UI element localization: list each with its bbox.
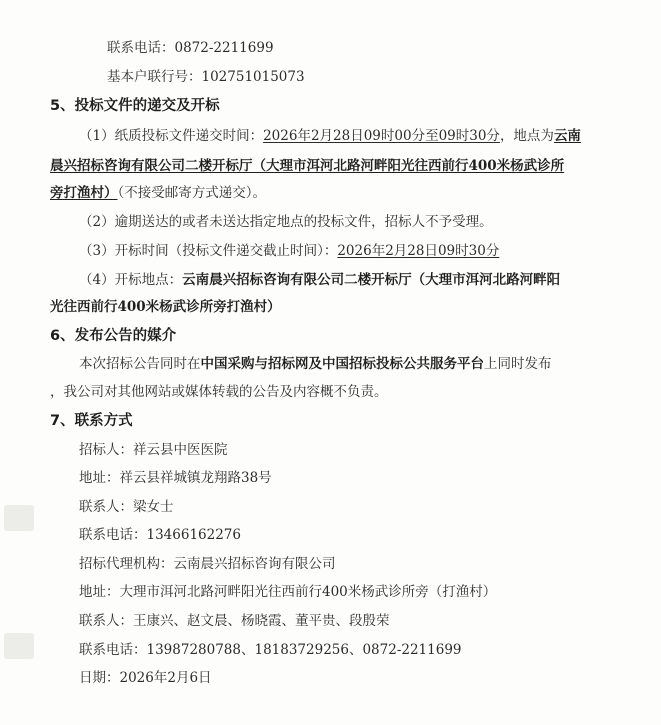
tenderer-contact: 联系人：梁女士 <box>79 499 174 515</box>
scan-shadow <box>4 633 34 659</box>
item-1-suffix: （不接受邮寄方式递交）。 <box>117 185 266 201</box>
item-1-time: 2026年2月28日09时00分至09时30分 <box>263 128 500 144</box>
scan-shadow <box>4 505 34 531</box>
tenderer-address: 地址：祥云县祥城镇龙翔路38号 <box>79 470 272 486</box>
item-3-prefix: （3）开标时间（投标文件递交截止时间）： <box>79 243 338 259</box>
item-1-place: 云南 <box>553 128 581 144</box>
section-6-heading: 6、发布公告的媒介 <box>50 328 177 344</box>
agency-address: 地址：大理市洱河北路河畔阳光往西前行400米杨武诊所旁（打渔村） <box>79 584 497 600</box>
section-5-item-2: （2）逾期送达的或者未送达指定地点的投标文件，招标人不予受理。 <box>79 214 493 230</box>
item-1-prefix: （1）纸质投标文件递交时间： <box>79 128 264 144</box>
section-5-heading: 5、投标文件的递交及开标 <box>50 98 220 114</box>
item-1-mid: ，地点为 <box>499 128 554 144</box>
agency-phones: 联系电话：13987280788、18183729256、0872-2211699 <box>79 642 462 658</box>
top-contact-phone: 联系电话：0872-2211699 <box>107 40 274 56</box>
section-5-item-1-cont <box>50 156 564 176</box>
section-5-item-1-end <box>50 183 266 203</box>
section-5-item-1 <box>79 126 581 146</box>
section-6-line-1 <box>79 354 552 374</box>
media-platforms: 中国采购与招标网及中国招标投标公共服务平台 <box>200 356 484 372</box>
item-4-place-cont: 光往西前行400米杨武诊所旁打渔村） <box>50 299 281 315</box>
section-5-item-4 <box>79 270 560 290</box>
section-5-item-4-cont <box>50 297 281 317</box>
top-bank-code: 基本户联行号：102751015073 <box>107 69 305 85</box>
item-3-time: 2026年2月28日09时30分 <box>337 243 500 259</box>
section-5-item-3 <box>79 241 499 261</box>
tenderer-name: 招标人：祥云县中医医院 <box>79 442 228 458</box>
agency-contacts: 联系人：王康兴、赵文晨、杨晓霞、董平贵、段殷荣 <box>79 613 390 629</box>
item-1-place-end: 旁打渔村） <box>50 185 118 201</box>
tenderer-phone: 联系电话：13466162276 <box>79 527 241 543</box>
agency-name: 招标代理机构：云南晨兴招标咨询有限公司 <box>79 556 336 572</box>
publish-date: 日期：2026年2月6日 <box>79 670 212 686</box>
media-prefix: 本次招标公告同时在 <box>79 356 201 372</box>
item-4-prefix: （4）开标地点： <box>79 272 183 288</box>
section-6-line-2: ，我公司对其他网站或媒体转载的公告及内容概不负责。 <box>50 384 388 400</box>
media-suffix: 上同时发布 <box>484 356 552 372</box>
item-4-place: 云南晨兴招标咨询有限公司二楼开标厅（大理市洱河北路河畔阳 <box>182 272 561 288</box>
section-7-heading: 7、联系方式 <box>50 413 133 429</box>
item-1-place-cont: 晨兴招标咨询有限公司二楼开标厅（大理市洱河北路河畔阳光往西前行400米杨武诊所 <box>50 158 565 174</box>
